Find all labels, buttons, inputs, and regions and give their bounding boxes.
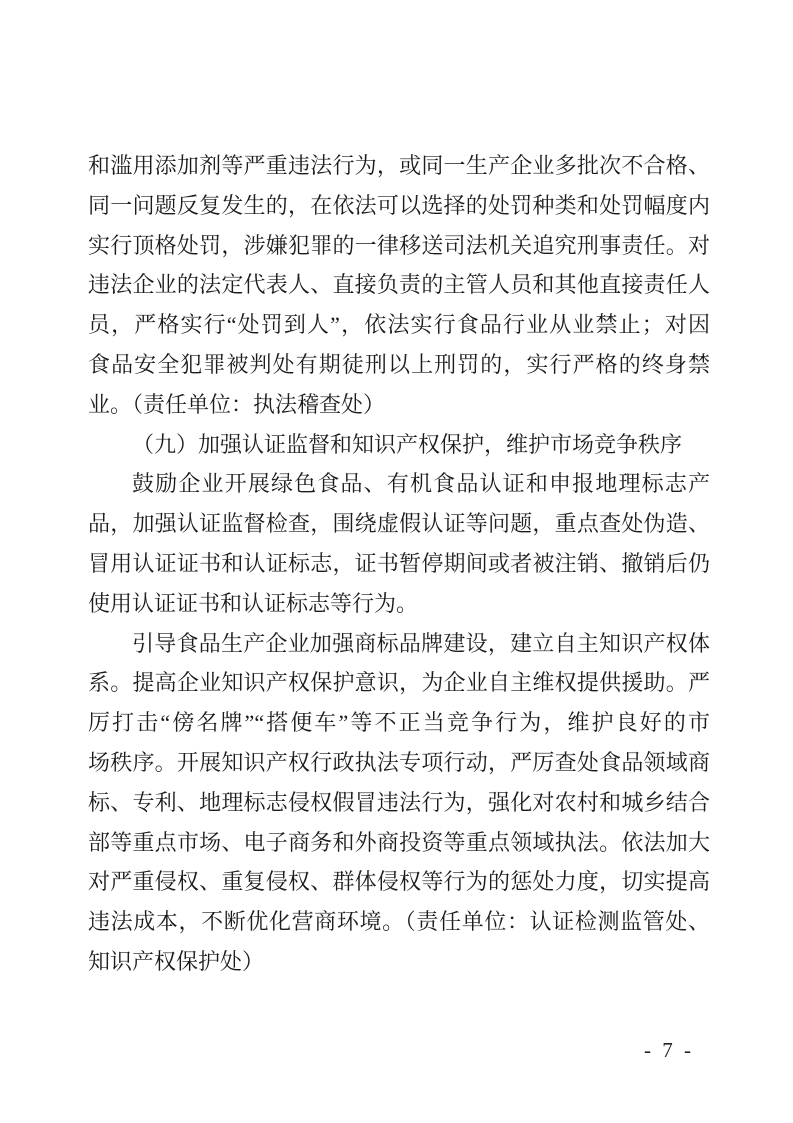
body-line: 对严重侵权、重复侵权、群体侵权等行为的惩处力度，切实提高	[88, 869, 710, 895]
body-line: 品，加强认证监督检查，围绕虚假认证等问题，重点查处伪造、	[88, 511, 710, 537]
body-line: 违法企业的法定代表人、直接负责的主管人员和其他直接责任人	[88, 272, 710, 298]
body-line: 场秩序。开展知识产权行政执法专项行动，严厉查处食品领域商	[88, 749, 710, 775]
section-heading: （九）加强认证监督和知识产权保护，维护市场竞争秩序	[132, 431, 683, 457]
body-line: 标、专利、地理标志侵权假冒违法行为，强化对农村和城乡结合	[88, 789, 710, 815]
body-line: 实行顶格处罚，涉嫌犯罪的一律移送司法机关追究刑事责任。对	[88, 232, 710, 258]
body-line: 冒用认证证书和认证标志，证书暂停期间或者被注销、撤销后仍	[88, 550, 710, 576]
body-line: 同一问题反复发生的，在依法可以选择的处罚种类和处罚幅度内	[88, 192, 710, 218]
body-line-paragraph-end: 使用认证证书和认证标志等行为。	[88, 590, 419, 616]
document-body	[88, 146, 710, 982]
page-number: - 7 -	[644, 1038, 694, 1062]
body-line-paragraph-start: 引导食品生产企业加强商标品牌建设，建立自主知识产权体	[132, 630, 710, 656]
body-line: 和滥用添加剂等严重违法行为，或同一生产企业多批次不合格、	[88, 153, 710, 178]
body-line: 部等重点市场、电子商务和外商投资等重点领域执法。依法加大	[88, 829, 710, 855]
body-line: 系。提高企业知识产权保护意识，为企业自主维权提供援助。严	[88, 670, 710, 696]
body-line-paragraph-start: 鼓励企业开展绿色食品、有机食品认证和申报地理标志产	[132, 471, 710, 497]
body-line-paragraph-end: 业。（责任单位：执法稽查处）	[88, 391, 386, 417]
body-line-paragraph-end: 知识产权保护处）	[88, 948, 265, 974]
body-line: 员，严格实行“处罚到人”，依法实行食品行业从业禁止；对因	[88, 312, 711, 338]
body-line: 食品安全犯罪被判处有期徒刑以上刑罚的，实行严格的终身禁	[88, 351, 710, 377]
body-line: 厉打击“傍名牌”“搭便车”等不正当竞争行为，维护良好的市	[88, 710, 710, 736]
body-line: 违法成本，不断优化营商环境。（责任单位：认证检测监管处、	[88, 909, 710, 935]
